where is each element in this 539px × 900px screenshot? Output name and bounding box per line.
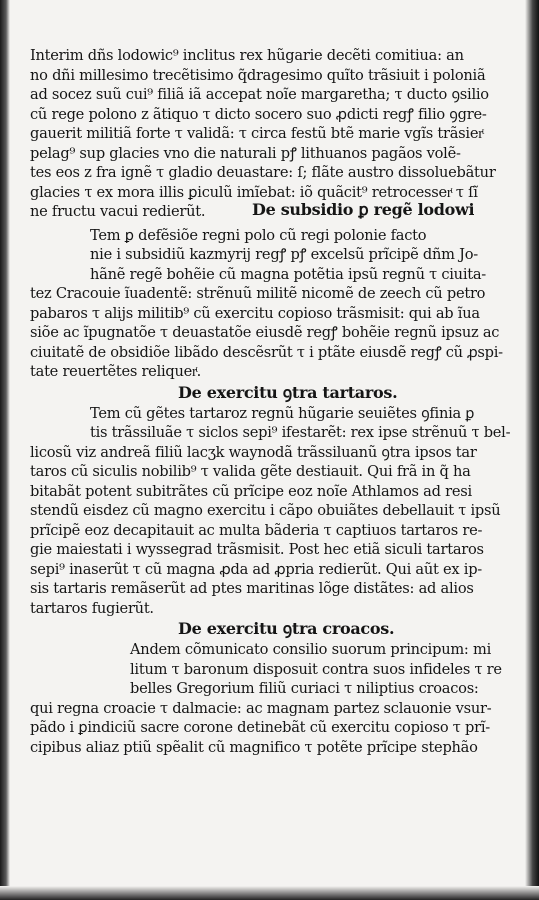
text-line: ad socez suũ cui⁹ filiã iã accepat noĩe margaretha; τ ducto ꝯsilio xyxy=(30,86,489,103)
paragraph-tartaros xyxy=(30,404,510,619)
page-bottom-edge-shadow xyxy=(0,886,539,900)
text-line: tis trãssiluãe τ siclos sepi⁹ ifestarẽt: rex ipse strẽnuũ τ bel- xyxy=(90,424,510,441)
text-line: no dñi millesimo trecẽtisimo q̃dragesimo quĩto trãsiuit i poloniã xyxy=(30,66,486,84)
text-line: Tem cũ gẽtes tartaroz regnũ hũgarie seuiẽtes ꝯfinia ꝑ xyxy=(90,404,475,422)
text-line: ne fructu vacui redierũt. xyxy=(30,203,206,220)
text-line: cũ rege polono z ãtiquo τ dicto socero suo ꝓdicti regꝭ filio ꝯgre- xyxy=(30,105,487,123)
page-left-edge-shadow xyxy=(0,0,10,900)
text-line: pelag⁹ sup glacies vno die naturali pꝭ lithuanos pagãos volẽ- xyxy=(30,144,461,162)
text-line: tartaros fugierũt. xyxy=(30,599,154,617)
paragraph-subsidio xyxy=(30,226,510,382)
text-line: hãnẽ regẽ bohẽie cũ magna potẽtia ipsũ regnũ τ ciuita- xyxy=(90,265,486,283)
text-line: licosũ viz andreã filiũ lacʒk waynodã trãssiluanũ ꝯtra ipsos tar xyxy=(30,443,477,461)
page-right-edge-shadow xyxy=(525,0,539,900)
section-heading-subsidio: De subsidio ꝑ regẽ lodowi xyxy=(252,202,475,219)
text-line: litum τ baronum disposuit contra suos infideles τ re xyxy=(130,660,502,678)
text-line: ciuitatẽ de obsidiõe libãdo descẽsrũt τ i ptãte eiusdẽ regꝭ cũ ꝓspi- xyxy=(30,343,503,361)
text-line: pãdo i ꝑindiciũ sacre corone detinebãt cũ exercitu copioso τ prĩ- xyxy=(30,719,490,736)
text-line: nie i subsidiũ kazmyrij regꝭ pꝭ excelsũ prĩcipẽ dñm Jo- xyxy=(90,246,478,263)
text-line: cipibus aliaz ptiũ spẽalit cũ magnifico τ potẽte prĩcipe stephão xyxy=(30,738,478,756)
text-line: Andem cõmunicato consilio suorum principum: mi xyxy=(130,641,491,658)
section-heading-tartaros: De exercitu ꝯtra tartaros. xyxy=(178,382,398,402)
text-line: sis tartaris remãserũt ad ptes maritinas lõge distãtes: ad alios xyxy=(30,580,474,597)
text-line: gauerit militiã forte τ validã: τ circa festũ btẽ marie vgĩs trãsierͭ xyxy=(30,125,483,142)
text-block xyxy=(30,46,510,757)
text-line: glacies τ ex mora illis ꝑiculũ imĩebat: iõ quãcit⁹ retrocesserͭ τ ſı̃ xyxy=(30,183,478,201)
text-line: bitabãt potent subitrãtes cũ prĩcipe eoz noĩe Athlamos ad resi xyxy=(30,482,472,500)
text-line: qui regna croacie τ dalmacie: ac magnam partez sclauonie vsur- xyxy=(30,699,492,717)
text-line: tez Cracouie ĩuadentẽ: strẽnuũ militẽ nicomẽ de zeech cũ petro xyxy=(30,285,486,302)
text-line: belles Gregorium filiũ curiaci τ niliptius croacos: xyxy=(130,680,479,697)
text-line: tate reuertẽtes reliquerͭ. xyxy=(30,363,202,380)
text-line: pabaros τ alijs militib⁹ cũ exercitu copioso trãsmisit: qui ab ĩua xyxy=(30,304,480,322)
text-line: gie maiestati i wyssegrad trãsmisit. Post hec etiã siculi tartaros xyxy=(30,541,484,558)
text-line: prĩcipẽ eoz decapitauit ac multa bãderia τ captiuos tartaros re- xyxy=(30,521,483,539)
text-line: siõe ac ĩpugnatõe τ deuastatõe eiusdẽ regꝭ bohẽie regnũ ipsuz ac xyxy=(30,324,500,341)
text-line: tes eos z fra ignẽ τ gladio deuastare: ſ; flãte austro dissoluebãtur xyxy=(30,164,496,181)
section-heading-croacos: De exercitu ꝯtra croacos. xyxy=(178,619,395,638)
paragraph-croacos xyxy=(30,640,510,757)
text-line: stendũ eisdez cũ magno exercitu i cãpo obuiãtes debellauit τ ipsũ xyxy=(30,502,501,519)
text-line-with-heading xyxy=(30,202,510,222)
text-line: sepi⁹ inaserũt τ cũ magna ꝓda ad ꝓpria redierũt. Qui aũt ex ip- xyxy=(30,560,482,578)
paragraph-intro xyxy=(30,46,510,222)
text-line: Tem ꝑ defẽsiõe regni polo cũ regi polonie facto xyxy=(90,226,427,244)
text-line: Interim dñs lodowic⁹ inclitus rex hũgarie decẽti comitiua: an xyxy=(30,47,464,64)
text-line: taros cũ siculis nobilib⁹ τ valida gẽte destiauit. Qui frã in q̃ ha xyxy=(30,463,471,480)
